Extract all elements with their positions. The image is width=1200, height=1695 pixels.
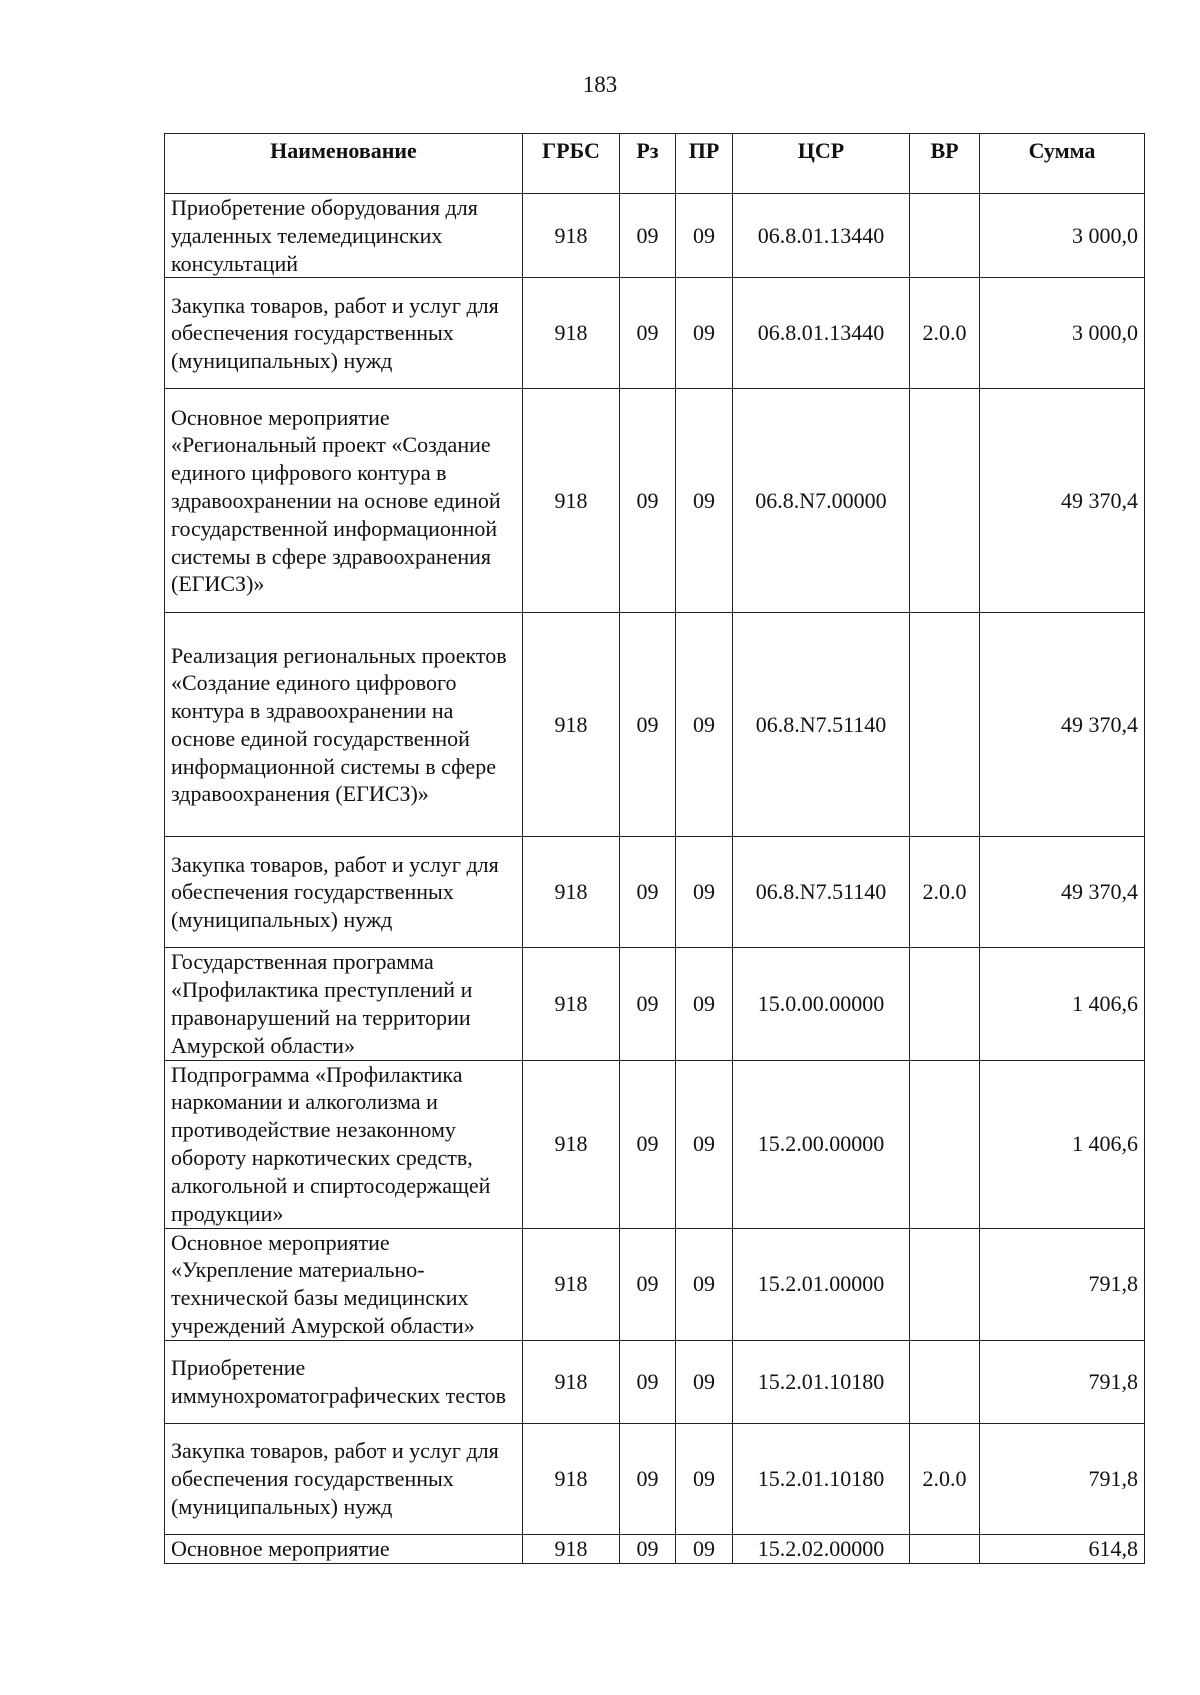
- row-grbs: 918: [523, 1423, 620, 1534]
- row-pr: 09: [676, 1228, 733, 1340]
- row-csr: 06.8.N7.51140: [733, 613, 910, 837]
- table-row: [165, 1534, 1145, 1563]
- header-row: [165, 134, 1145, 194]
- row-sum: 49 370,4: [980, 389, 1145, 613]
- header-sum: Сумма: [980, 134, 1145, 194]
- row-grbs: 918: [523, 1228, 620, 1340]
- row-rz: 09: [620, 613, 676, 837]
- row-rz: 09: [620, 1340, 676, 1423]
- row-rz: 09: [620, 837, 676, 948]
- row-vr: [910, 194, 980, 278]
- row-name: Закупка товаров, работ и услуг для обеспечения государственных (муниципальных) нужд: [165, 278, 523, 389]
- table-row: [165, 613, 1145, 837]
- row-pr: 09: [676, 1423, 733, 1534]
- row-csr: 06.8.01.13440: [733, 278, 910, 389]
- row-vr: 2.0.0: [910, 1423, 980, 1534]
- row-name: Подпрограмма «Профилактика наркомании и алкоголизма и противодействие незаконному обороту наркотических средств, алкогольной и спиртосодержащей продукции»: [165, 1060, 523, 1228]
- row-vr: 2.0.0: [910, 837, 980, 948]
- row-csr: 06.8.N7.00000: [733, 389, 910, 613]
- row-csr: 15.2.01.10180: [733, 1340, 910, 1423]
- row-pr: 09: [676, 837, 733, 948]
- table-row: [165, 1228, 1145, 1340]
- table-row: [165, 837, 1145, 948]
- row-csr: 06.8.01.13440: [733, 194, 910, 278]
- row-vr: [910, 1534, 980, 1563]
- table-row: [165, 278, 1145, 389]
- row-pr: 09: [676, 389, 733, 613]
- row-sum: 3 000,0: [980, 194, 1145, 278]
- row-grbs: 918: [523, 278, 620, 389]
- header-rz: Рз: [620, 134, 676, 194]
- header-csr: ЦСР: [733, 134, 910, 194]
- row-name: Реализация региональных проектов «Создание единого цифрового контура в здравоохранении на основе единой государственной информационной системы в сфере здравоохранения (ЕГИСЗ)»: [165, 613, 523, 837]
- row-rz: 09: [620, 948, 676, 1060]
- row-pr: 09: [676, 1060, 733, 1228]
- row-csr: 15.2.01.00000: [733, 1228, 910, 1340]
- row-grbs: 918: [523, 1534, 620, 1563]
- row-csr: 15.0.00.00000: [733, 948, 910, 1060]
- row-sum: 791,8: [980, 1340, 1145, 1423]
- row-vr: [910, 613, 980, 837]
- row-rz: 09: [620, 1423, 676, 1534]
- row-name: Приобретение иммунохроматографических тестов: [165, 1340, 523, 1423]
- row-rz: 09: [620, 278, 676, 389]
- row-rz: 09: [620, 389, 676, 613]
- header-pr: ПР: [676, 134, 733, 194]
- row-pr: 09: [676, 278, 733, 389]
- row-name: Основное мероприятие «Укрепление материально-технической базы медицинских учреждений Амурской области»: [165, 1228, 523, 1340]
- header-grbs: ГРБС: [523, 134, 620, 194]
- row-sum: 791,8: [980, 1423, 1145, 1534]
- row-rz: 09: [620, 1228, 676, 1340]
- row-pr: 09: [676, 613, 733, 837]
- row-name: Приобретение оборудования для удаленных телемедицинских консультаций: [165, 194, 523, 278]
- row-csr: 15.2.01.10180: [733, 1423, 910, 1534]
- row-vr: [910, 948, 980, 1060]
- row-pr: 09: [676, 1340, 733, 1423]
- row-rz: 09: [620, 1534, 676, 1563]
- row-pr: 09: [676, 1534, 733, 1563]
- row-name: Закупка товаров, работ и услуг для обеспечения государственных (муниципальных) нужд: [165, 837, 523, 948]
- row-sum: 1 406,6: [980, 1060, 1145, 1228]
- row-sum: 1 406,6: [980, 948, 1145, 1060]
- row-grbs: 918: [523, 1340, 620, 1423]
- row-grbs: 918: [523, 1060, 620, 1228]
- row-name: Государственная программа «Профилактика преступлений и правонарушений на территории Амурской области»: [165, 948, 523, 1060]
- row-grbs: 918: [523, 948, 620, 1060]
- table-row: [165, 389, 1145, 613]
- row-grbs: 918: [523, 389, 620, 613]
- row-name: Закупка товаров, работ и услуг для обеспечения государственных (муниципальных) нужд: [165, 1423, 523, 1534]
- table-row: [165, 194, 1145, 278]
- row-sum: 3 000,0: [980, 278, 1145, 389]
- table-row: [165, 1423, 1145, 1534]
- row-csr: 15.2.02.00000: [733, 1534, 910, 1563]
- table-row: [165, 1060, 1145, 1228]
- row-vr: [910, 1228, 980, 1340]
- row-rz: 09: [620, 194, 676, 278]
- row-rz: 09: [620, 1060, 676, 1228]
- row-grbs: 918: [523, 194, 620, 278]
- row-vr: [910, 1340, 980, 1423]
- row-sum: 49 370,4: [980, 837, 1145, 948]
- row-grbs: 918: [523, 613, 620, 837]
- header-vr: ВР: [910, 134, 980, 194]
- row-name: Основное мероприятие «Региональный проект «Создание единого цифрового контура в здравоохранении на основе единой государственной информационной системы в сфере здравоохранения (ЕГИСЗ)»: [165, 389, 523, 613]
- row-sum: 49 370,4: [980, 613, 1145, 837]
- row-name: Основное мероприятие: [165, 1534, 523, 1563]
- row-vr: 2.0.0: [910, 278, 980, 389]
- row-grbs: 918: [523, 837, 620, 948]
- header-name: Наименование: [165, 134, 523, 194]
- table-row: [165, 948, 1145, 1060]
- row-sum: 791,8: [980, 1228, 1145, 1340]
- row-pr: 09: [676, 948, 733, 1060]
- table-row: [165, 1340, 1145, 1423]
- row-pr: 09: [676, 194, 733, 278]
- row-csr: 06.8.N7.51140: [733, 837, 910, 948]
- row-csr: 15.2.00.00000: [733, 1060, 910, 1228]
- row-sum: 614,8: [980, 1534, 1145, 1563]
- page-number: 183: [582, 72, 618, 97]
- row-vr: [910, 1060, 980, 1228]
- budget-table: [164, 133, 1145, 1564]
- row-vr: [910, 389, 980, 613]
